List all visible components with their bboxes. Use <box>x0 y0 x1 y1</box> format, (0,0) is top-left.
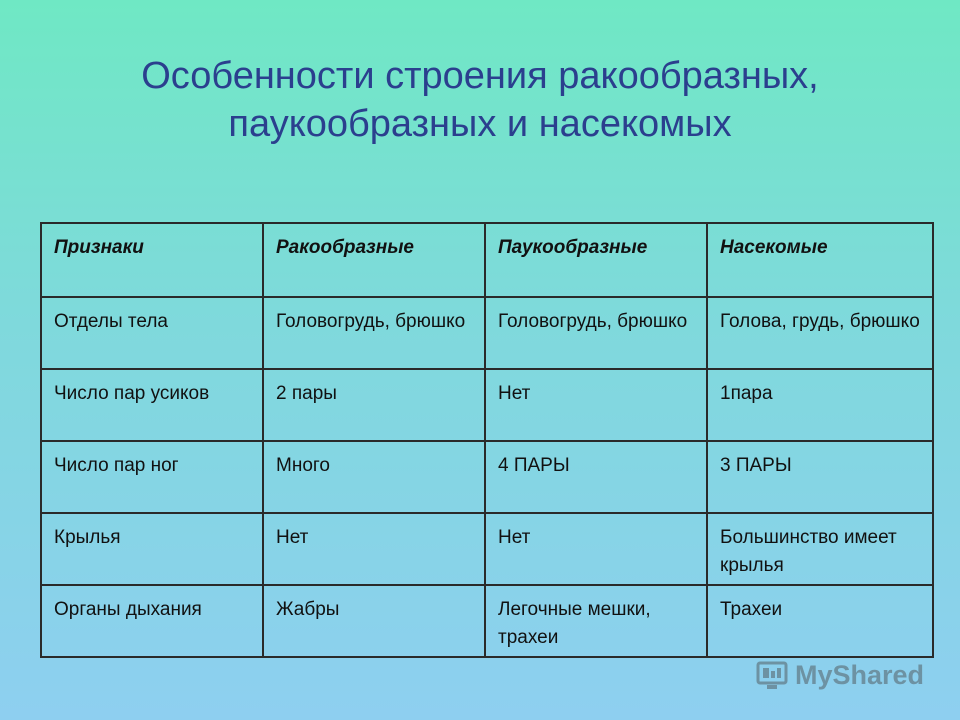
comparison-table <box>40 222 934 658</box>
table-cell: Голова, грудь, брюшко <box>707 297 933 369</box>
table-cell: Нет <box>263 513 485 585</box>
table-row <box>41 585 933 657</box>
table-cell: Много <box>263 441 485 513</box>
myshared-logo-icon <box>755 658 789 692</box>
header-cell-arachnids: Паукообразные <box>485 223 707 297</box>
watermark-text: MyShared <box>794 659 924 690</box>
header-cell-insects: Насекомые <box>707 223 933 297</box>
slide-title-line-2: паукообразных и насекомых <box>228 103 732 145</box>
table-cell: 2 пары <box>263 369 485 441</box>
table-cell: Число пар усиков <box>41 369 263 441</box>
table-cell: 4 ПАРЫ <box>485 441 707 513</box>
table-row <box>41 297 933 369</box>
table-cell: Трахеи <box>707 585 933 657</box>
header-cell-traits: Признаки <box>41 223 263 297</box>
header-cell-crustaceans: Ракообразные <box>263 223 485 297</box>
table-row <box>41 513 933 585</box>
table-row <box>41 369 933 441</box>
table-cell: Число пар ног <box>41 441 263 513</box>
table-cell: Крылья <box>41 513 263 585</box>
slide-title <box>60 52 900 148</box>
table-header-row <box>41 223 933 297</box>
table-row <box>41 441 933 513</box>
table-cell: Большинство имеет крылья <box>707 513 933 585</box>
table-cell: Жабры <box>263 585 485 657</box>
table-cell: 1пара <box>707 369 933 441</box>
table-cell: Головогрудь, брюшко <box>485 297 707 369</box>
table-cell: Органы дыхания <box>41 585 263 657</box>
table-cell: Легочные мешки, трахеи <box>485 585 707 657</box>
table-cell: Головогрудь, брюшко <box>263 297 485 369</box>
table-cell: Нет <box>485 513 707 585</box>
myshared-watermark <box>755 658 924 692</box>
table-cell: Нет <box>485 369 707 441</box>
slide-title-line-1: Особенности строения ракообразных, <box>141 55 819 97</box>
table-cell: Отделы тела <box>41 297 263 369</box>
table-cell: 3 ПАРЫ <box>707 441 933 513</box>
